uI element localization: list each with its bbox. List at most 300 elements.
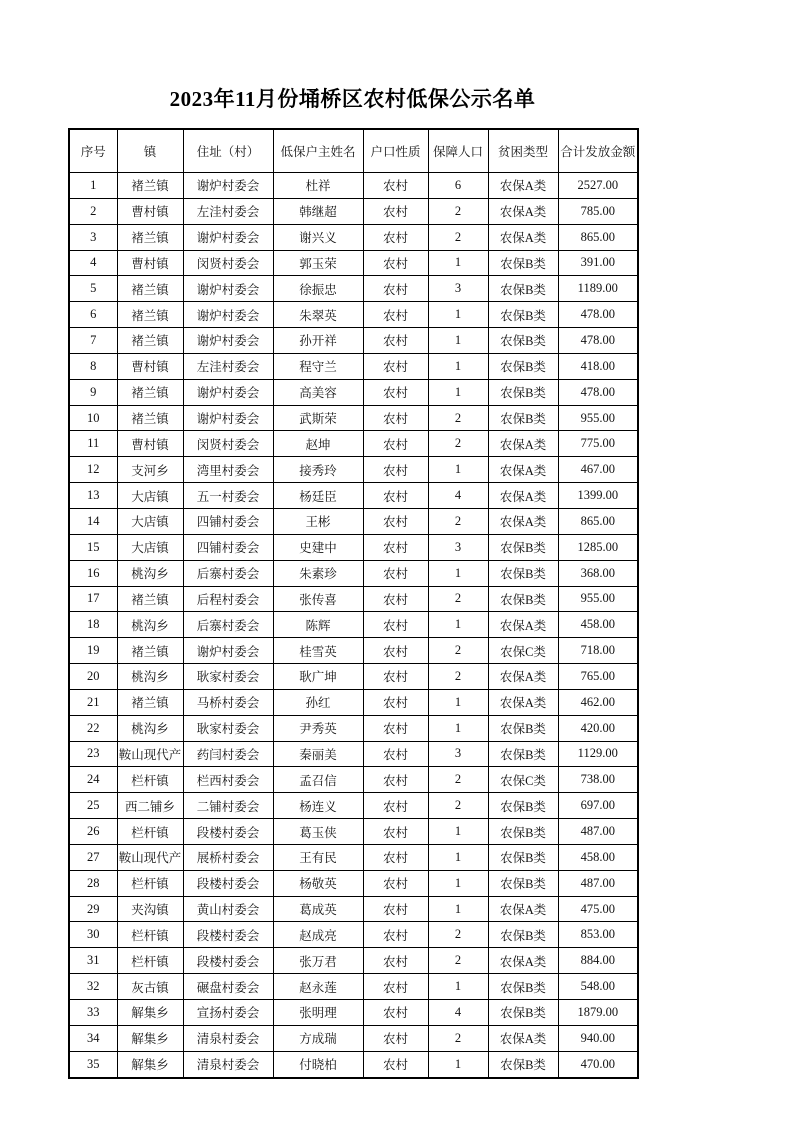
table-cell-amount: 420.00 — [558, 715, 638, 741]
table-cell-index: 28 — [69, 870, 117, 896]
table-cell-amount: 738.00 — [558, 767, 638, 793]
table-cell-index: 13 — [69, 483, 117, 509]
table-cell-population: 1 — [428, 612, 488, 638]
table-row — [69, 534, 638, 560]
column-header-population: 保障人口 — [428, 129, 488, 173]
table-cell-town: 大店镇 — [117, 534, 183, 560]
table-cell-town: 鞍山现代产 — [117, 741, 183, 767]
table-cell-village: 左洼村委会 — [183, 353, 273, 379]
table-cell-population: 1 — [428, 302, 488, 328]
table-cell-village: 马桥村委会 — [183, 689, 273, 715]
table-cell-household-type: 农村 — [363, 276, 428, 302]
table-cell-town: 桃沟乡 — [117, 715, 183, 741]
table-cell-amount: 467.00 — [558, 457, 638, 483]
column-header-household-type: 户口性质 — [363, 129, 428, 173]
table-cell-village: 左洼村委会 — [183, 198, 273, 224]
table-cell-town: 曹村镇 — [117, 198, 183, 224]
table-header-row — [69, 129, 638, 173]
table-cell-amount: 478.00 — [558, 328, 638, 354]
table-cell-poverty-type: 农保B类 — [488, 405, 558, 431]
table-cell-index: 10 — [69, 405, 117, 431]
table-cell-amount: 458.00 — [558, 612, 638, 638]
table-cell-population: 1 — [428, 353, 488, 379]
table-cell-name: 桂雪英 — [273, 638, 363, 664]
table-cell-amount: 865.00 — [558, 508, 638, 534]
table-cell-village: 湾里村委会 — [183, 457, 273, 483]
table-row — [69, 715, 638, 741]
table-cell-town: 西二铺乡 — [117, 793, 183, 819]
table-cell-index: 22 — [69, 715, 117, 741]
table-cell-name: 杨敬英 — [273, 870, 363, 896]
table-row — [69, 173, 638, 199]
table-cell-village: 谢炉村委会 — [183, 276, 273, 302]
table-cell-poverty-type: 农保B类 — [488, 1000, 558, 1026]
table-cell-population: 2 — [428, 1025, 488, 1051]
column-header-poverty-type: 贫困类型 — [488, 129, 558, 173]
table-cell-name: 杨廷臣 — [273, 483, 363, 509]
table-row — [69, 612, 638, 638]
table-cell-household-type: 农村 — [363, 586, 428, 612]
table-cell-amount: 391.00 — [558, 250, 638, 276]
table-cell-village: 闵贤村委会 — [183, 431, 273, 457]
table-cell-village: 后寨村委会 — [183, 612, 273, 638]
table-cell-town: 褚兰镇 — [117, 276, 183, 302]
table-cell-poverty-type: 农保B类 — [488, 819, 558, 845]
table-cell-index: 15 — [69, 534, 117, 560]
table-cell-index: 8 — [69, 353, 117, 379]
table-cell-village: 清泉村委会 — [183, 1025, 273, 1051]
table-cell-village: 谢炉村委会 — [183, 638, 273, 664]
table-cell-poverty-type: 农保A类 — [488, 896, 558, 922]
table-cell-index: 14 — [69, 508, 117, 534]
table-cell-village: 四铺村委会 — [183, 508, 273, 534]
table-row — [69, 793, 638, 819]
table-cell-household-type: 农村 — [363, 922, 428, 948]
table-cell-name: 谢兴义 — [273, 224, 363, 250]
table-cell-index: 23 — [69, 741, 117, 767]
table-cell-village: 展桥村委会 — [183, 844, 273, 870]
table-cell-population: 1 — [428, 896, 488, 922]
table-cell-poverty-type: 农保B类 — [488, 302, 558, 328]
table-cell-village: 段楼村委会 — [183, 870, 273, 896]
welfare-roster-table — [68, 128, 639, 1079]
table-cell-index: 27 — [69, 844, 117, 870]
table-cell-village: 谢炉村委会 — [183, 302, 273, 328]
table-row — [69, 767, 638, 793]
table-cell-name: 史建中 — [273, 534, 363, 560]
table-cell-index: 30 — [69, 922, 117, 948]
table-row — [69, 664, 638, 690]
table-row — [69, 198, 638, 224]
table-cell-population: 1 — [428, 560, 488, 586]
table-cell-household-type: 农村 — [363, 896, 428, 922]
table-cell-amount: 548.00 — [558, 974, 638, 1000]
table-cell-index: 29 — [69, 896, 117, 922]
table-cell-village: 闵贤村委会 — [183, 250, 273, 276]
table-cell-population: 2 — [428, 405, 488, 431]
table-cell-index: 5 — [69, 276, 117, 302]
table-cell-household-type: 农村 — [363, 534, 428, 560]
table-cell-index: 9 — [69, 379, 117, 405]
table-cell-town: 褚兰镇 — [117, 173, 183, 199]
table-cell-population: 1 — [428, 1051, 488, 1077]
table-cell-town: 曹村镇 — [117, 431, 183, 457]
table-cell-index: 16 — [69, 560, 117, 586]
table-cell-population: 3 — [428, 741, 488, 767]
table-cell-village: 谢炉村委会 — [183, 224, 273, 250]
table-cell-town: 夹沟镇 — [117, 896, 183, 922]
table-cell-village: 耿家村委会 — [183, 664, 273, 690]
table-cell-village: 五一村委会 — [183, 483, 273, 509]
table-cell-household-type: 农村 — [363, 689, 428, 715]
table-row — [69, 948, 638, 974]
table-cell-village: 宣扬村委会 — [183, 1000, 273, 1026]
table-cell-index: 3 — [69, 224, 117, 250]
table-cell-household-type: 农村 — [363, 1051, 428, 1077]
table-cell-town: 解集乡 — [117, 1051, 183, 1077]
table-row — [69, 896, 638, 922]
table-cell-amount: 368.00 — [558, 560, 638, 586]
table-cell-name: 徐振忠 — [273, 276, 363, 302]
table-cell-name: 赵成亮 — [273, 922, 363, 948]
table-cell-name: 张万君 — [273, 948, 363, 974]
table-cell-amount: 765.00 — [558, 664, 638, 690]
table-cell-name: 赵永莲 — [273, 974, 363, 1000]
table-cell-amount: 884.00 — [558, 948, 638, 974]
table-cell-population: 1 — [428, 379, 488, 405]
table-cell-name: 王彬 — [273, 508, 363, 534]
table-header — [69, 129, 638, 173]
table-row — [69, 586, 638, 612]
table-cell-amount: 1399.00 — [558, 483, 638, 509]
table-row — [69, 483, 638, 509]
table-cell-name: 王有民 — [273, 844, 363, 870]
table-row — [69, 431, 638, 457]
table-cell-household-type: 农村 — [363, 483, 428, 509]
table-cell-index: 11 — [69, 431, 117, 457]
table-cell-village: 黄山村委会 — [183, 896, 273, 922]
table-cell-amount: 1879.00 — [558, 1000, 638, 1026]
table-cell-poverty-type: 农保B类 — [488, 715, 558, 741]
table-cell-poverty-type: 农保B类 — [488, 560, 558, 586]
table-cell-amount: 1285.00 — [558, 534, 638, 560]
table-cell-index: 24 — [69, 767, 117, 793]
table-cell-town: 鞍山现代产 — [117, 844, 183, 870]
table-cell-village: 二铺村委会 — [183, 793, 273, 819]
table-row — [69, 560, 638, 586]
table-cell-population: 3 — [428, 534, 488, 560]
table-cell-town: 大店镇 — [117, 508, 183, 534]
table-cell-poverty-type: 农保B类 — [488, 922, 558, 948]
table-cell-poverty-type: 农保A类 — [488, 431, 558, 457]
table-cell-index: 19 — [69, 638, 117, 664]
table-cell-household-type: 农村 — [363, 379, 428, 405]
table-cell-town: 褚兰镇 — [117, 689, 183, 715]
table-cell-household-type: 农村 — [363, 250, 428, 276]
table-cell-poverty-type: 农保B类 — [488, 328, 558, 354]
table-cell-name: 尹秀英 — [273, 715, 363, 741]
table-cell-poverty-type: 农保B类 — [488, 793, 558, 819]
table-cell-household-type: 农村 — [363, 224, 428, 250]
table-cell-village: 谢炉村委会 — [183, 328, 273, 354]
table-row — [69, 870, 638, 896]
table-cell-town: 褚兰镇 — [117, 302, 183, 328]
table-cell-population: 3 — [428, 276, 488, 302]
table-cell-household-type: 农村 — [363, 948, 428, 974]
table-cell-village: 清泉村委会 — [183, 1051, 273, 1077]
table-cell-amount: 1129.00 — [558, 741, 638, 767]
table-cell-town: 大店镇 — [117, 483, 183, 509]
table-cell-town: 褚兰镇 — [117, 328, 183, 354]
table-cell-index: 32 — [69, 974, 117, 1000]
table-cell-population: 1 — [428, 819, 488, 845]
table-cell-name: 朱翠英 — [273, 302, 363, 328]
table-cell-name: 高美容 — [273, 379, 363, 405]
table-cell-household-type: 农村 — [363, 767, 428, 793]
table-cell-poverty-type: 农保B类 — [488, 353, 558, 379]
table-cell-amount: 418.00 — [558, 353, 638, 379]
table-cell-village: 四铺村委会 — [183, 534, 273, 560]
table-cell-population: 2 — [428, 508, 488, 534]
table-cell-poverty-type: 农保B类 — [488, 844, 558, 870]
table-cell-amount: 718.00 — [558, 638, 638, 664]
table-cell-poverty-type: 农保A类 — [488, 224, 558, 250]
table-cell-index: 17 — [69, 586, 117, 612]
table-cell-amount: 487.00 — [558, 870, 638, 896]
table-cell-population: 2 — [428, 586, 488, 612]
table-cell-household-type: 农村 — [363, 508, 428, 534]
table-cell-village: 段楼村委会 — [183, 948, 273, 974]
table-cell-poverty-type: 农保A类 — [488, 198, 558, 224]
table-cell-population: 4 — [428, 483, 488, 509]
table-cell-poverty-type: 农保A类 — [488, 612, 558, 638]
table-cell-household-type: 农村 — [363, 870, 428, 896]
table-cell-population: 1 — [428, 870, 488, 896]
table-cell-amount: 478.00 — [558, 302, 638, 328]
table-cell-amount: 775.00 — [558, 431, 638, 457]
table-cell-poverty-type: 农保A类 — [488, 1025, 558, 1051]
table-cell-household-type: 农村 — [363, 638, 428, 664]
table-cell-household-type: 农村 — [363, 844, 428, 870]
table-cell-village: 药闫村委会 — [183, 741, 273, 767]
table-cell-town: 桃沟乡 — [117, 612, 183, 638]
table-cell-name: 张明理 — [273, 1000, 363, 1026]
column-header-index: 序号 — [69, 129, 117, 173]
table-cell-household-type: 农村 — [363, 353, 428, 379]
table-cell-index: 4 — [69, 250, 117, 276]
table-cell-name: 陈辉 — [273, 612, 363, 638]
table-cell-poverty-type: 农保B类 — [488, 1051, 558, 1077]
table-cell-town: 曹村镇 — [117, 353, 183, 379]
table-cell-village: 后寨村委会 — [183, 560, 273, 586]
table-cell-household-type: 农村 — [363, 819, 428, 845]
table-cell-town: 栏杆镇 — [117, 819, 183, 845]
table-row — [69, 974, 638, 1000]
table-cell-town: 褚兰镇 — [117, 586, 183, 612]
table-cell-poverty-type: 农保A类 — [488, 483, 558, 509]
table-cell-population: 2 — [428, 638, 488, 664]
table-cell-poverty-type: 农保B类 — [488, 250, 558, 276]
table-cell-index: 34 — [69, 1025, 117, 1051]
table-cell-amount: 865.00 — [558, 224, 638, 250]
table-row — [69, 1000, 638, 1026]
table-cell-poverty-type: 农保A类 — [488, 457, 558, 483]
table-row — [69, 819, 638, 845]
table-cell-amount: 2527.00 — [558, 173, 638, 199]
table-cell-village: 栏西村委会 — [183, 767, 273, 793]
table-cell-amount: 475.00 — [558, 896, 638, 922]
table-row — [69, 457, 638, 483]
table-cell-population: 2 — [428, 198, 488, 224]
table-cell-household-type: 农村 — [363, 793, 428, 819]
table-cell-population: 2 — [428, 767, 488, 793]
table-row — [69, 741, 638, 767]
table-cell-name: 方成瑞 — [273, 1025, 363, 1051]
table-cell-population: 4 — [428, 1000, 488, 1026]
table-cell-town: 桃沟乡 — [117, 560, 183, 586]
table-row — [69, 250, 638, 276]
table-cell-index: 31 — [69, 948, 117, 974]
table-cell-household-type: 农村 — [363, 198, 428, 224]
table-cell-town: 褚兰镇 — [117, 224, 183, 250]
table-cell-town: 支河乡 — [117, 457, 183, 483]
table-cell-name: 付晓柏 — [273, 1051, 363, 1077]
table-cell-population: 2 — [428, 948, 488, 974]
table-cell-poverty-type: 农保C类 — [488, 767, 558, 793]
column-header-amount: 合计发放金额 — [558, 129, 638, 173]
table-row — [69, 689, 638, 715]
table-row — [69, 405, 638, 431]
table-cell-amount: 470.00 — [558, 1051, 638, 1077]
table-cell-town: 栏杆镇 — [117, 948, 183, 974]
table-cell-poverty-type: 农保B类 — [488, 741, 558, 767]
table-cell-name: 杜祥 — [273, 173, 363, 199]
table-row — [69, 844, 638, 870]
table-cell-amount: 853.00 — [558, 922, 638, 948]
table-cell-town: 灰古镇 — [117, 974, 183, 1000]
table-cell-index: 33 — [69, 1000, 117, 1026]
table-cell-name: 程守兰 — [273, 353, 363, 379]
table-cell-village: 谢炉村委会 — [183, 379, 273, 405]
table-cell-poverty-type: 农保B类 — [488, 586, 558, 612]
table-cell-name: 张传喜 — [273, 586, 363, 612]
column-header-town: 镇 — [117, 129, 183, 173]
column-header-name: 低保户主姓名 — [273, 129, 363, 173]
table-cell-amount: 785.00 — [558, 198, 638, 224]
table-cell-population: 6 — [428, 173, 488, 199]
table-cell-poverty-type: 农保B类 — [488, 870, 558, 896]
table-cell-name: 孙开祥 — [273, 328, 363, 354]
table-row — [69, 1025, 638, 1051]
table-cell-poverty-type: 农保A类 — [488, 664, 558, 690]
table-cell-amount: 1189.00 — [558, 276, 638, 302]
table-cell-population: 2 — [428, 793, 488, 819]
column-header-village: 住址（村） — [183, 129, 273, 173]
table-cell-index: 6 — [69, 302, 117, 328]
table-cell-name: 耿广坤 — [273, 664, 363, 690]
table-cell-village: 段楼村委会 — [183, 819, 273, 845]
table-cell-household-type: 农村 — [363, 560, 428, 586]
table-cell-household-type: 农村 — [363, 1000, 428, 1026]
table-cell-population: 1 — [428, 250, 488, 276]
table-cell-amount: 940.00 — [558, 1025, 638, 1051]
table-cell-population: 1 — [428, 844, 488, 870]
table-row — [69, 922, 638, 948]
table-cell-amount: 955.00 — [558, 586, 638, 612]
table-cell-population: 2 — [428, 224, 488, 250]
table-cell-population: 1 — [428, 974, 488, 1000]
table-cell-index: 7 — [69, 328, 117, 354]
table-cell-amount: 955.00 — [558, 405, 638, 431]
table-cell-town: 解集乡 — [117, 1000, 183, 1026]
table-cell-name: 孟召信 — [273, 767, 363, 793]
table-row — [69, 379, 638, 405]
table-cell-village: 碾盘村委会 — [183, 974, 273, 1000]
table-cell-amount: 697.00 — [558, 793, 638, 819]
table-cell-household-type: 农村 — [363, 302, 428, 328]
table-row — [69, 353, 638, 379]
table-cell-household-type: 农村 — [363, 457, 428, 483]
table-cell-household-type: 农村 — [363, 741, 428, 767]
table-cell-name: 葛成英 — [273, 896, 363, 922]
table-cell-name: 秦丽美 — [273, 741, 363, 767]
table-cell-name: 葛玉侠 — [273, 819, 363, 845]
table-cell-town: 褚兰镇 — [117, 638, 183, 664]
table-cell-name: 接秀玲 — [273, 457, 363, 483]
table-cell-index: 35 — [69, 1051, 117, 1077]
table-cell-index: 18 — [69, 612, 117, 638]
table-cell-poverty-type: 农保A类 — [488, 689, 558, 715]
table-cell-amount: 462.00 — [558, 689, 638, 715]
table-cell-town: 栏杆镇 — [117, 870, 183, 896]
table-row — [69, 302, 638, 328]
table-cell-name: 武斯荣 — [273, 405, 363, 431]
table-cell-poverty-type: 农保B类 — [488, 276, 558, 302]
table-cell-village: 耿家村委会 — [183, 715, 273, 741]
table-cell-town: 栏杆镇 — [117, 767, 183, 793]
table-cell-poverty-type: 农保C类 — [488, 638, 558, 664]
table-row — [69, 328, 638, 354]
table-cell-town: 栏杆镇 — [117, 922, 183, 948]
table-cell-name: 赵坤 — [273, 431, 363, 457]
table-cell-population: 1 — [428, 457, 488, 483]
table-cell-index: 20 — [69, 664, 117, 690]
table-cell-town: 桃沟乡 — [117, 664, 183, 690]
table-cell-index: 25 — [69, 793, 117, 819]
table-cell-household-type: 农村 — [363, 974, 428, 1000]
table-cell-village: 谢炉村委会 — [183, 173, 273, 199]
table-cell-index: 12 — [69, 457, 117, 483]
table-cell-name: 韩继超 — [273, 198, 363, 224]
table-cell-name: 孙红 — [273, 689, 363, 715]
table-cell-population: 1 — [428, 715, 488, 741]
table-cell-town: 褚兰镇 — [117, 405, 183, 431]
table-cell-village: 后程村委会 — [183, 586, 273, 612]
table-body — [69, 173, 638, 1078]
table-cell-poverty-type: 农保B类 — [488, 379, 558, 405]
table-cell-population: 1 — [428, 328, 488, 354]
table-cell-household-type: 农村 — [363, 431, 428, 457]
table-row — [69, 224, 638, 250]
table-cell-town: 褚兰镇 — [117, 379, 183, 405]
table-cell-amount: 478.00 — [558, 379, 638, 405]
table-cell-household-type: 农村 — [363, 664, 428, 690]
table-row — [69, 508, 638, 534]
table-row — [69, 1051, 638, 1077]
table-cell-index: 21 — [69, 689, 117, 715]
table-cell-household-type: 农村 — [363, 1025, 428, 1051]
table-cell-population: 2 — [428, 922, 488, 948]
